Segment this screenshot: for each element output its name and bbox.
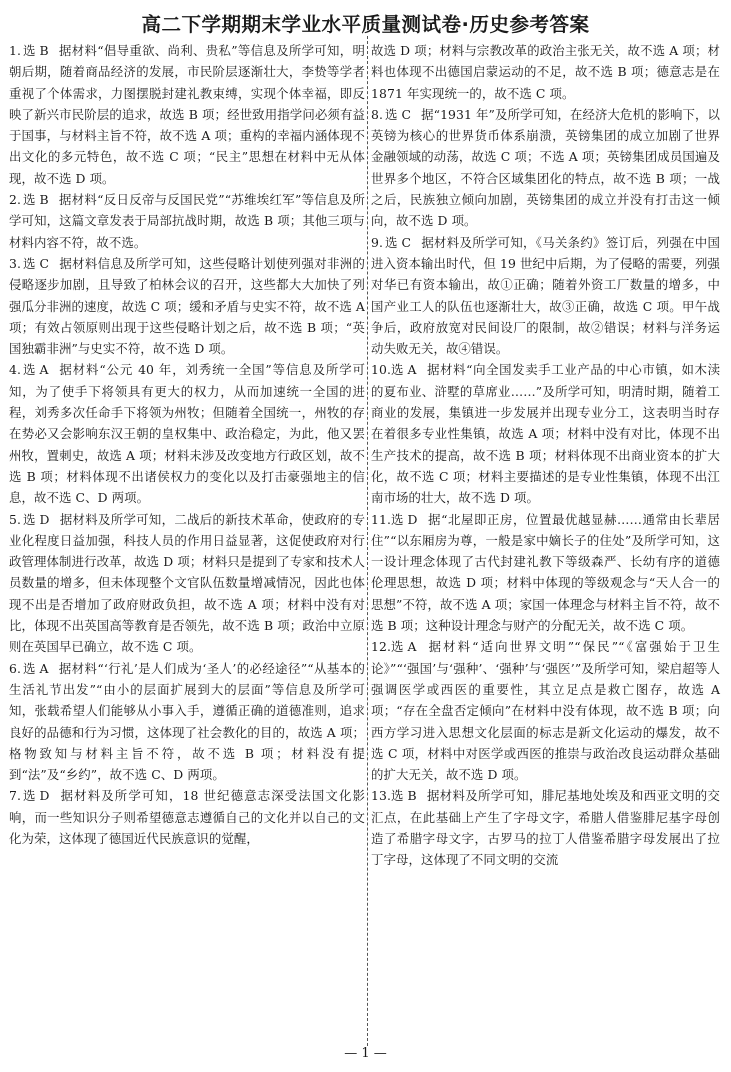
answer-item: 13.选 B 据材料及所学可知，腓尼基地处埃及和西亚文明的交汇点，在此基础上产生了字母文字，希腊人借鉴腓尼基字母创造了希腊字母文字，古罗马的拉丁人借鉴希腊字母发展出了拉丁字母，这体现了不同文明的交流 bbox=[371, 788, 720, 868]
answer-item: 11.选 D 据“北屋即正房，位置最优越显赫……通常由长辈居住”“以东厢房为尊，一般是家中嫡长子的住处”及所学可知，这一设计理念体现了古代封建礼教下等级森严、长幼有序的道德伦理思想，故选 D 项；材料中体现的等级观念与“天人合一的思想”不符，故不选 A 项；家国一体理念与材料主旨不符，故不选 B 项；这种设计理念与财产的分配无关，故不选 C 项。 bbox=[371, 511, 720, 634]
page-title: 高二下学期期末学业水平质量测试卷·历史参考答案 bbox=[141, 13, 590, 36]
answer-item: 5. 选 D 据材料及所学可知，二战后的新技术革命，使政府的专业化程度日益加强，科技人员的作用日益显著，这促使政府对行政管理体制进行改革，故选 D 项；材料只是提到了专家和技术人员数量的增多，但未体现整个文官队伍数量增减情况，因此也体现不出是否增加了政府财政负担，故不选 A 项；材料中没有对比，体现不出英国高等教育是否领先，故不选 B 项；政治中立原则在英国早已确立，故不选 C 项。 bbox=[9, 511, 365, 655]
answer-item-continued: 故选 D 项；材料与宗教改革的政治主张无关，故不选 A 项；材料也体现不出德国启蒙运动的不足，故不选 B 项；德意志是在 1871 年实现统一的，故不选 C 项。 bbox=[371, 43, 720, 101]
answer-item: 2. 选 B 据材料“反日反帝与反国民党”“苏维埃红军”等信息及所学可知，这篇文章发表于局部抗战时期，故选 B 项；其他三项与材料内容不符，故不选。 bbox=[9, 192, 365, 250]
answer-item: 1. 选 B 据材料“倡导重欲、尚利、贵私”等信息及所学可知，明朝后期，随着商品经济的发展，市民阶层逐渐壮大，李贽等学者重视了个体需求，力图摆脱封建礼教束缚，实现个体幸福，即反映了新兴市民阶层的追求，故选 B 项；经世致用指学问必须有益于国事，与材料主旨不符，故不选 A 项；重构的幸福内涵体现不出文化的多元特色，故不选 C 项；“民主”思想在材料中无从体现，故不选 D 项。 bbox=[9, 43, 365, 186]
page-number: — 1 — bbox=[344, 1046, 387, 1061]
left-column bbox=[9, 40, 365, 849]
answer-item: 8. 选 C 据“1931 年”及所学可知，在经济大危机的影响下，以英镑为核心的世界货币体系崩溃，英镑集团的成立加剧了世界金融领域的动荡，故选 C 项；不选 A 项；英镑集团成员国遍及世界多个地区，不符合区域集团化的特点，故不选 B 项；一战之后，民族独立倾向加剧，英镑集团的成立并没有打击这一倾向，故不选 D 项。 bbox=[371, 106, 720, 229]
answer-item: 6. 选 A 据材料“‘行礼’是人们成为‘圣人’的必经途径”“从基本的生活礼节出发”“由小的层面扩展到大的层面”等信息及所学可知，张载希望人们能够从小事入手，遵循正确的道德准则，追求良好的品德和行为习惯，这体现了社会教化的目的，故选 A 项；格物致知与材料主旨不符，故不选 B 项；材料没有提到“法”及“乡约”，故不选 C、D 两项。 bbox=[9, 660, 365, 783]
answer-item: 7. 选 D 据材料及所学可知，18 世纪德意志深受法国文化影响，而一些知识分子则希望德意志遵循自己的文化并以自己的文化为荣，这体现了德国近代民族意识的觉醒， bbox=[9, 788, 365, 846]
column-divider bbox=[367, 36, 368, 1046]
answer-item: 10.选 A 据材料“向全国发卖手工业产品的中心市镇，如木渎的夏布业、浒墅的草席业……”及所学可知，明清时期，随着工商业的发展，集镇进一步发展并出现专业分工，这表明当时存在着很多专业性集镇，故选 A 项；材料中没有对比，体现不出生产技术的提高，故不选 B 项；材料体现不出商业资本的扩大化，故不选 C 项；材料主要描述的是专业性集镇，体现不出江南市场的壮大，故不选 D 项。 bbox=[371, 362, 720, 506]
answer-item: 12.选 A 据材料“适向世界文明”“保民”“《富强始于卫生论》”“‘强国’与‘强种’、‘强种’与‘强医’”及所学可知，梁启超等人强调医学或西医的重要性，其立足点是救亡图存，故选 A 项；“存在全盘否定倾向”在材料中没有体现，故不选 B 项；向西方学习进入思想文化层面的标志是新文化运动的爆发，故不选 C 项，材料中对医学或西医的推崇与政治改良运动群众基础的扩大无关，故不选 D 项。 bbox=[371, 639, 720, 783]
answer-item: 4. 选 A 据材料“公元 40 年，刘秀统一全国”等信息及所学可知，为了使手下将领具有更大的权力，从而加速统一全国的进程，刘秀多次任命手下将领为州牧；但随着全国统一，州牧的存在势必又会影响东汉王朝的皇权集中、政治稳定，为此，他又罢州牧，置刺史，故选 A 项；材料未涉及改变地方行政区划，故不选 B 项；材料体现不出诸侯权力的变化以及打击豪强地主的信息，故不选 C、D 两项。 bbox=[9, 362, 365, 506]
right-column bbox=[371, 40, 720, 871]
answer-item: 9. 选 C 据材料及所学可知，《马关条约》签订后，列强在中国进入资本输出时代，但 19 世纪中后期，为了侵略的需要，列强对华已有资本输出，故①正确；随着外资工厂数量的增多，中国产业工人的队伍也逐渐壮大，故③正确，故选 C 项。甲午战争后，政府放宽对民间设厂的限制，故②错误；材料与洋务运动失败无关，故④错误。 bbox=[371, 234, 720, 357]
answer-item: 3. 选 C 据材料信息及所学可知，这些侵略计划使列强对非洲的侵略逐步加剧，且导致了柏林会议的召开，这些都大大加快了列强瓜分非洲的速度，故选 C 项；缓和矛盾与史实不符，故不选 A 项；有效占领原则出现于这些侵略计划之后，故不选 B 项；“英国独霸非洲”与史实不符，故不选 D 项。 bbox=[9, 255, 365, 357]
